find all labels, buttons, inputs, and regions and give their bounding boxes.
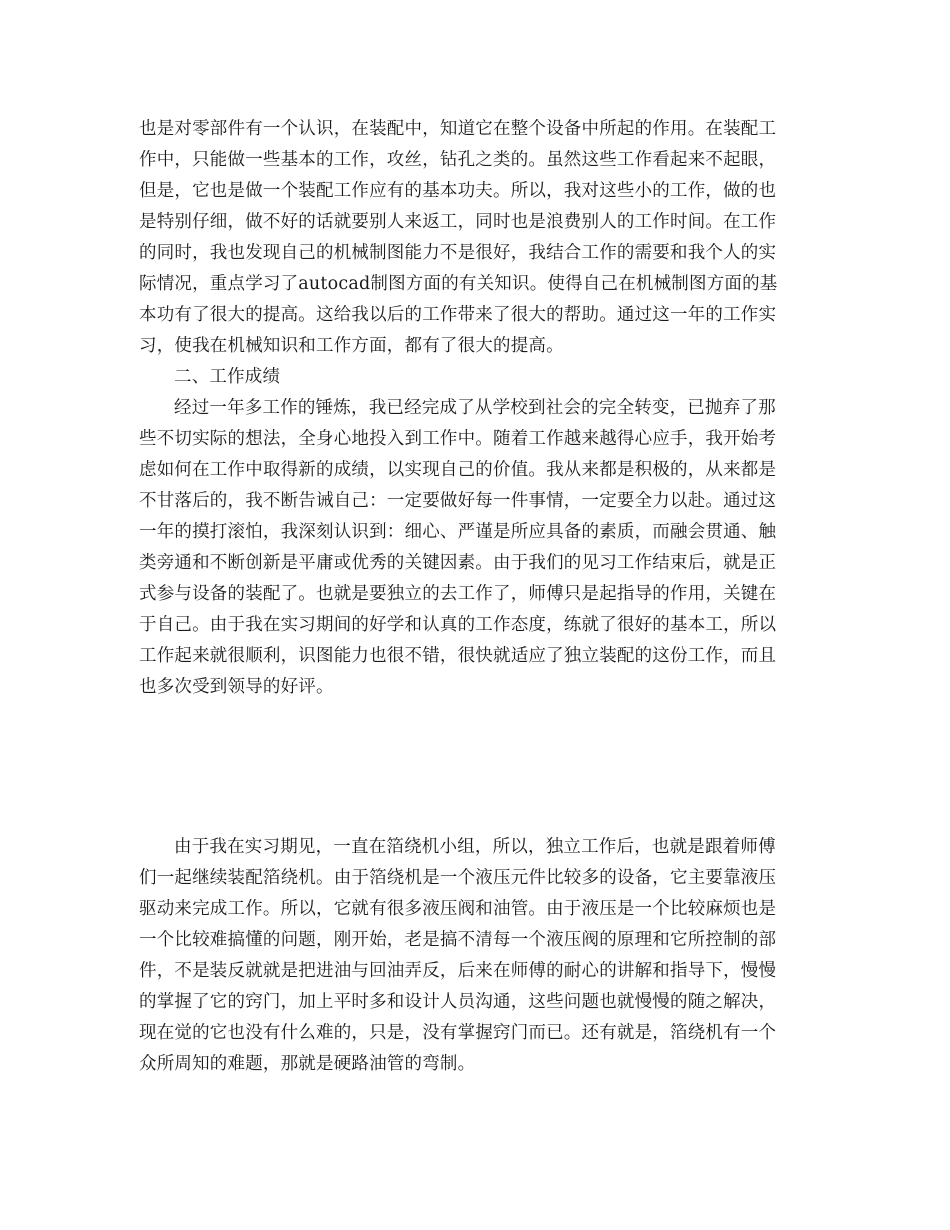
text-line: 作中，只能做一些基本的工作，攻丝，钻孔之类的。虽然这些工作看起来不起眼， — [139, 150, 777, 170]
text-line: 一个比较难搞懂的问题，刚开始，老是搞不清每一个液压阀的原理和它所控制的部 — [139, 930, 777, 950]
section-heading — [139, 362, 812, 393]
text-line: 际情况，重点学习了autocad制图方面的有关知识。使得自己在机械制图方面的基 — [139, 274, 778, 294]
text-line: 式参与设备的装配了。也就是要独立的去工作了，师傅只是起指导的作用，关键在 — [139, 584, 777, 604]
text-line: 类旁通和不断创新是平庸或优秀的关键因素。由于我们的见习工作结束后，就是正 — [139, 553, 777, 573]
text-line: 习，使我在机械知识和工作方面，都有了很大的提高。 — [139, 336, 564, 356]
text-line: 于自己。由于我在实习期间的好学和认真的工作态度，练就了很好的基本工，所以 — [139, 615, 777, 635]
text-line: 由于我在实习期见，一直在箔绕机小组，所以，独立工作后，也就是跟着师傅 — [174, 837, 776, 857]
text-line: 们一起继续装配箔绕机。由于箔绕机是一个液压元件比较多的设备，它主要靠液压 — [139, 868, 777, 888]
text-line: 经过一年多工作的锤炼，我已经完成了从学校到社会的完全转变，已抛弃了那 — [174, 398, 776, 418]
text-line: 的同时，我也发现自己的机械制图能力不是很好，我结合工作的需要和我个人的实 — [139, 243, 777, 263]
text-line: 本功有了很大的提高。这给我以后的工作带来了很大的帮助。通过这一年的工作实 — [139, 305, 777, 325]
text-line: 也是对零部件有一个认识，在装配中，知道它在整个设备中所起的作用。在装配工 — [139, 119, 777, 139]
paragraph-assembly-work — [139, 114, 812, 362]
text-line: 件，不是装反就就是把进油与回油弄反，后来在师傅的耐心的讲解和指导下，慢慢 — [139, 961, 777, 981]
text-line: 一年的摸打滚怕，我深刻认识到：细心、严谨是所应具备的素质，而融会贯通、触 — [139, 522, 777, 542]
text-line: 是特别仔细，做不好的话就要别人来返工，同时也是浪费别人的工作时间。在工作 — [139, 212, 777, 232]
text-line: 的掌握了它的窍门，加上平时多和设计人员沟通，这些问题也就慢慢的随之解决， — [139, 992, 777, 1012]
text-line: 现在觉的它也没有什么难的，只是，没有掌握窍门而已。还有就是，箔绕机有一个 — [139, 1023, 777, 1043]
text-line: 不甘落后的，我不断告诫自己：一定要做好每一件事情，一定要全力以赴。通过这 — [139, 491, 777, 511]
section-heading-text: 二、工作成绩 — [174, 367, 281, 387]
text-line: 虑如何在工作中取得新的成绩，以实现自己的价值。我从来都是积极的，从来都是 — [139, 460, 777, 480]
text-line: 众所周知的难题，那就是硬路油管的弯制。 — [139, 1054, 476, 1074]
paragraph-foil-winder — [139, 832, 812, 1080]
text-line: 但是，它也是做一个装配工作应有的基本功夫。所以，我对这些小的工作，做的也 — [139, 181, 777, 201]
text-line: 驱动来完成工作。所以，它就有很多液压阀和油管。由于液压是一个比较麻烦也是 — [139, 899, 777, 919]
text-line: 些不切实际的想法，全身心地投入到工作中。随着工作越来越得心应手，我开始考 — [139, 429, 777, 449]
text-line: 也多次受到领导的好评。 — [139, 677, 334, 697]
text-line: 工作起来就很顺利，识图能力也很不错，很快就适应了独立装配的这份工作，而且 — [139, 646, 777, 666]
paragraph-work-achievements — [139, 393, 812, 703]
